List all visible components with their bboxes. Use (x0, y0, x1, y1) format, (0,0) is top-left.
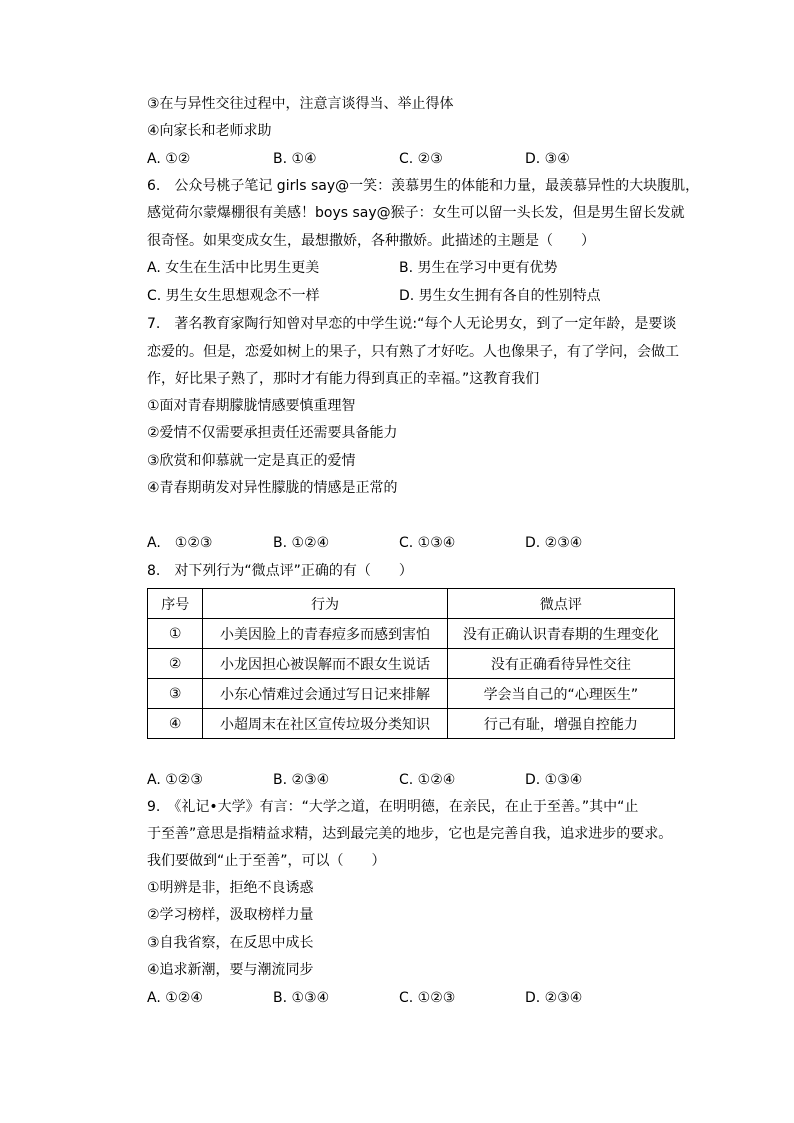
q6-stem-line-1: 6. 公众号桃子笔记 girls say@一笑：羡慕男生的体能和力量，最羡慕异性的大块腹肌， (147, 178, 700, 194)
row-behavior: 小东心情难过会通过写日记来排解 (203, 679, 447, 709)
table-row (148, 709, 675, 739)
q7-item-2: ②爱情不仅需要承担责任还需要具备能力 (147, 425, 398, 441)
q9-stem-line-3: 我们要做到“止于至善”，可以（ ） (147, 853, 386, 869)
q5-item-3: ③在与异性交往过程中，注意言谈得当、举止得体 (147, 96, 454, 112)
row-number: ④ (148, 709, 203, 739)
row-comment: 学会当自己的“心理医生” (447, 679, 674, 709)
q6-option-c: C. 男生女生思想观念不一样 (147, 288, 320, 304)
table-row (148, 619, 675, 649)
q9-item-4: ④追求新潮，要与潮流同步 (147, 962, 314, 978)
q5-option-d: D. ③④ (525, 151, 570, 167)
q9-stem-line-1: 9. 《礼记•大学》有言：“大学之道，在明明德，在亲民，在止于至善。”其中“止 (147, 799, 639, 815)
q7-option-c: C. ①③④ (399, 535, 456, 551)
q7-item-4: ④青春期萌发对异性朦胧的情感是正常的 (147, 480, 398, 496)
q8-stem: 8. 对下列行为“微点评”正确的有（ ） (147, 563, 413, 579)
row-behavior: 小龙因担心被误解而不跟女生说话 (203, 649, 447, 679)
q7-stem-line-3: 作，好比果子熟了，那时才有能力得到真正的幸福。”这教育我们 (147, 371, 540, 387)
row-behavior: 小美因脸上的青春痘多而感到害怕 (203, 619, 447, 649)
q8-option-c: C. ①②④ (399, 772, 456, 788)
q5-item-4: ④向家长和老师求助 (147, 123, 272, 139)
header-comment: 微点评 (447, 589, 674, 619)
header-behavior: 行为 (203, 589, 447, 619)
table-header-row (148, 589, 675, 619)
row-comment: 没有正确看待异性交往 (447, 649, 674, 679)
q7-option-a: A. ①②③ (147, 535, 213, 551)
q6-option-a: A. 女生在生活中比男生更美 (147, 260, 320, 276)
row-number: ① (148, 619, 203, 649)
q9-option-b: B. ①③④ (273, 990, 330, 1006)
row-behavior: 小超周末在社区宣传垃圾分类知识 (203, 709, 447, 739)
q8-table (147, 588, 675, 739)
header-number: 序号 (148, 589, 203, 619)
q9-option-d: D. ②③④ (525, 990, 583, 1006)
row-number: ② (148, 649, 203, 679)
q9-item-3: ③自我省察，在反思中成长 (147, 935, 314, 951)
row-comment: 没有正确认识青春期的生理变化 (447, 619, 674, 649)
q7-option-d: D. ②③④ (525, 535, 583, 551)
row-comment: 行己有耻，增强自控能力 (447, 709, 674, 739)
q7-stem-line-2: 恋爱的。但是，恋爱如树上的果子，只有熟了才好吃。人也像果子，有了学问，会做工 (147, 344, 679, 360)
q9-item-2: ②学习榜样，汲取榜样力量 (147, 907, 314, 923)
q5-option-c: C. ②③ (399, 151, 443, 167)
q6-stem-line-3: 很奇怪。如果变成女生，最想撒娇，各种撒娇。此描述的主题是（ ） (147, 233, 595, 249)
q6-option-b: B. 男生在学习中更有优势 (399, 260, 558, 276)
table-row (148, 649, 675, 679)
q9-option-c: C. ①②③ (399, 990, 456, 1006)
q5-option-b: B. ①④ (273, 151, 317, 167)
q9-item-1: ①明辨是非，拒绝不良诱惑 (147, 880, 314, 896)
table-row (148, 679, 675, 709)
q9-stem-line-2: 于至善”意思是指精益求精，达到最完美的地步，它也是完善自我，追求进步的要求。 (147, 826, 673, 842)
q6-stem-line-2: 感觉荷尔蒙爆棚很有美感！boys say@猴子：女生可以留一头长发，但是男生留长发就 (147, 205, 685, 221)
q8-option-a: A. ①②③ (147, 772, 203, 788)
q8-option-d: D. ①③④ (525, 772, 583, 788)
q5-option-a: A. ①② (147, 151, 191, 167)
q7-item-1: ①面对青春期朦胧情感要慎重理智 (147, 398, 356, 414)
q7-item-3: ③欣赏和仰慕就一定是真正的爱情 (147, 453, 356, 469)
q8-option-b: B. ②③④ (273, 772, 330, 788)
q7-stem-line-1: 7. 著名教育家陶行知曾对早恋的中学生说:“每个人无论男女，到了一定年龄，是要谈 (147, 316, 677, 332)
row-number: ③ (148, 679, 203, 709)
q6-option-d: D. 男生女生拥有各自的性别特点 (399, 288, 601, 304)
q7-option-b: B. ①②④ (273, 535, 330, 551)
q9-option-a: A. ①②④ (147, 990, 203, 1006)
